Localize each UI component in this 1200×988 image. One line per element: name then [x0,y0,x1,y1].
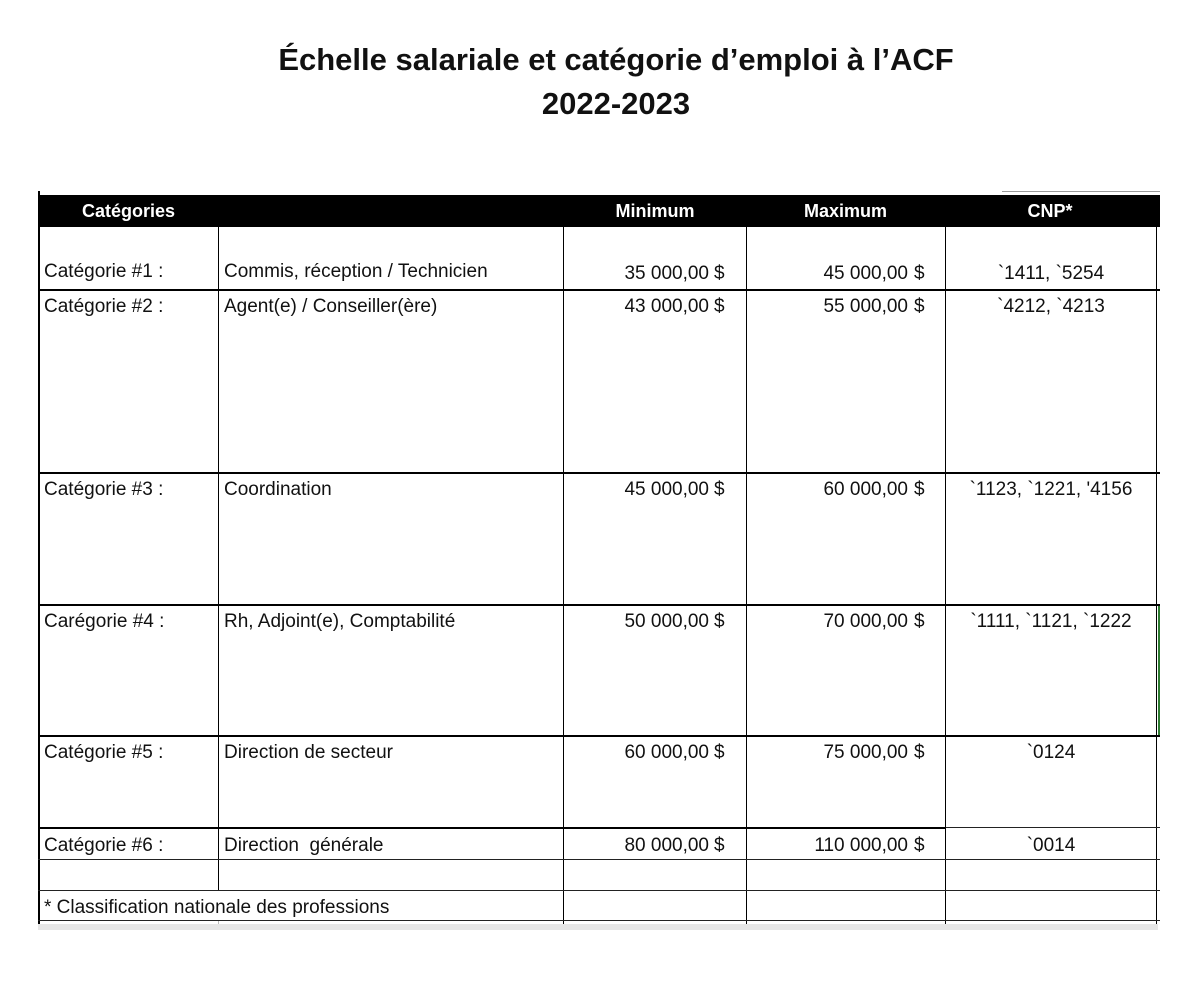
title-line-2: 2022-2023 [541,86,691,121]
cell-currency: $ [914,263,925,284]
row-divider [38,289,1160,291]
row-divider [38,472,1160,474]
cell-max: 75 000,00 [823,742,908,763]
col-divider [218,227,219,890]
cell-min: 50 000,00 [624,611,709,632]
cell-currency: $ [714,835,725,856]
cell-currency: $ [914,835,925,856]
cell-cnp: `0124 [1026,742,1076,763]
cell-max: 55 000,00 [823,296,908,317]
cell-title: Direction générale [224,835,384,856]
cell-title: Direction de secteur [224,742,393,763]
header-maximum: Maximum [803,201,888,221]
cell-category: Catégorie #2 : [44,296,164,317]
cell-currency: $ [914,479,925,500]
col-divider [746,227,747,930]
cell-currency: $ [914,296,925,317]
cell-category: Carégorie #4 : [44,611,165,632]
cell-cnp: `1123, `1221, '4156 [969,479,1133,500]
cell-category: Catégorie #1 : [44,261,164,282]
header-minimum: Minimum [615,201,695,221]
table-border-right [1156,227,1157,930]
cell-max: 70 000,00 [823,611,908,632]
header-categories: Catégories [81,201,176,221]
cell-min: 80 000,00 [624,835,709,856]
cell-currency: $ [714,296,725,317]
header-cnp: CNP* [1027,201,1073,221]
row-divider [38,604,1160,606]
footnote: * Classification nationale des professions [40,892,389,919]
cell-min: 45 000,00 [624,479,709,500]
cell-cnp: `0014 [1026,835,1076,856]
cell-title: Agent(e) / Conseiller(ère) [224,296,438,317]
cell-max: 45 000,00 [823,263,908,284]
col-divider [945,227,946,930]
cell-currency: $ [714,479,725,500]
sheet-edge [38,924,1158,930]
row-divider [38,859,1160,860]
cell-title: Coordination [224,479,332,500]
table-border-left [38,191,40,930]
row-divider [38,827,946,829]
cell-max: 110 000,00 [814,835,908,856]
cell-title: Rh, Adjoint(e), Comptabilité [224,611,456,632]
cell-cnp: `1111, `1121, `1222 [970,611,1132,632]
cell-currency: $ [914,611,925,632]
col-divider [563,227,564,930]
header-top-line [1002,191,1160,192]
cell-title: Commis, réception / Technicien [224,261,488,282]
cell-category: Catégorie #6 : [44,835,164,856]
title-line-1: Échelle salariale et catégorie d’emploi à l’ACF [278,42,954,77]
cell-max: 60 000,00 [823,479,908,500]
cell-min: 43 000,00 [624,296,709,317]
row-divider [38,890,1160,891]
row-divider [38,920,1160,921]
cell-min: 60 000,00 [624,742,709,763]
row-divider [38,735,1160,737]
cell-cnp: `4212, `4213 [997,296,1105,317]
cell-currency: $ [714,611,725,632]
cell-currency: $ [914,742,925,763]
cell-cnp: `1411, `5254 [997,263,1105,284]
cell-min: 35 000,00 [624,263,709,284]
cell-category: Catégorie #5 : [44,742,164,763]
row-divider [946,827,1160,828]
cell-category: Catégorie #3 : [44,479,164,500]
selection-edge [1158,606,1160,736]
cell-currency: $ [714,263,725,284]
cell-currency: $ [714,742,725,763]
